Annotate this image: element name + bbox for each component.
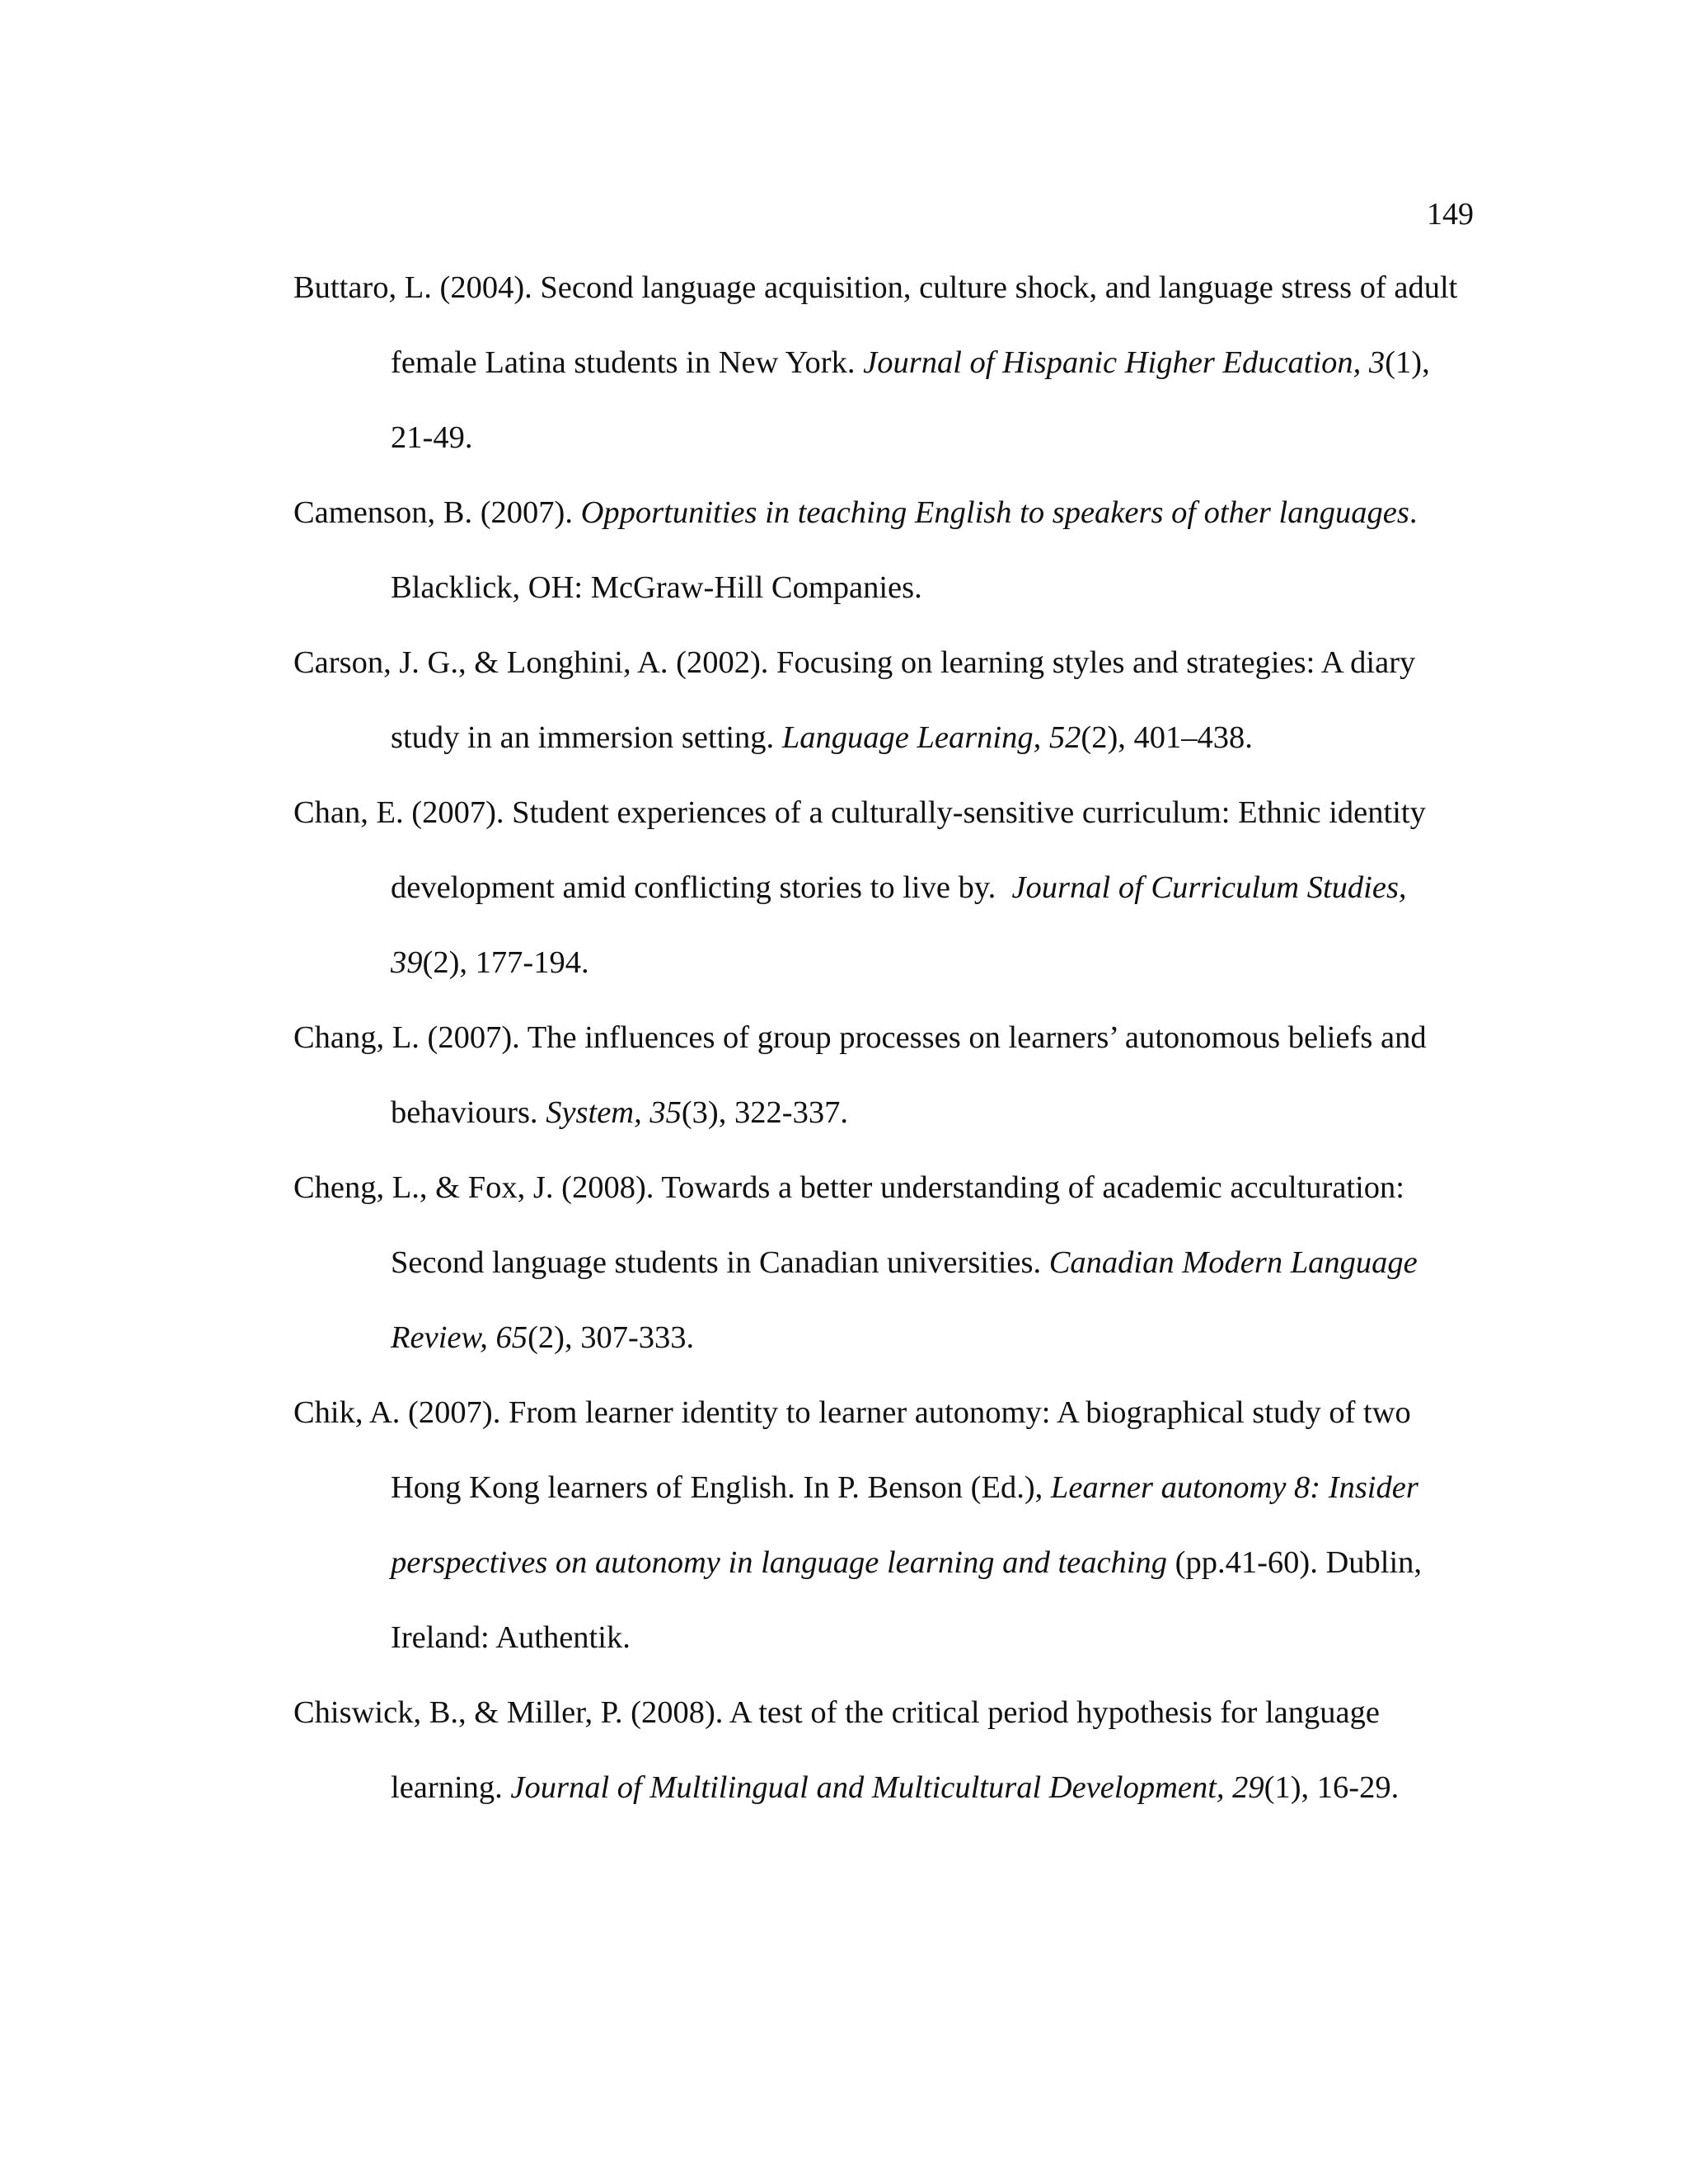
reference-entry xyxy=(293,1151,1469,1376)
reference-source-title: Learner autonomy 8: Insider perspectives on autonomy in language learning and teaching xyxy=(391,1470,1427,1580)
reference-source-title: Journal of Curriculum Studies, 39 xyxy=(391,870,1415,980)
reference-entry xyxy=(293,1675,1469,1825)
reference-text: Chiswick, B., & Miller, P. (2008). A test of the critical period hypothesis for language learning. xyxy=(293,1695,1388,1805)
reference-entry xyxy=(293,1001,1469,1151)
reference-text: (3), 322-337. xyxy=(681,1095,848,1130)
reference-text: (2), 307-333. xyxy=(528,1320,695,1355)
reference-text: (2), 401–438. xyxy=(1081,720,1253,755)
reference-source-title: Canadian Modern Language Review, 65 xyxy=(391,1245,1426,1355)
reference-text: (pp.41-60). Dublin, Ireland: Authentik. xyxy=(391,1545,1430,1655)
reference-source-title: Opportunities in teaching English to speakers of other languages xyxy=(580,495,1409,530)
reference-text: (1), 16-29. xyxy=(1264,1770,1400,1805)
reference-source-title: Journal of Multilingual and Multicultural Development, 29 xyxy=(510,1770,1264,1805)
reference-text: Chik, A. (2007). From learner identity to learner autonomy: A biographical study of two Hong Kong learners of English. In P. Benson (Ed.), xyxy=(293,1395,1419,1505)
reference-text: Buttaro, L. (2004). Second language acquisition, culture shock, and language stress of adult female Latina students in New York. xyxy=(293,270,1465,380)
reference-list xyxy=(293,251,1469,1825)
reference-text: (1), 21-49. xyxy=(391,345,1438,455)
reference-source-title: Journal of Hispanic Higher Education, 3 xyxy=(863,345,1386,380)
reference-text: Chang, L. (2007). The influences of group processes on learners’ autonomous beliefs and behaviours. xyxy=(293,1020,1435,1130)
reference-entry xyxy=(293,776,1469,1001)
reference-text: . Blacklick, OH: McGraw-Hill Companies. xyxy=(391,495,1426,605)
reference-entry xyxy=(293,251,1469,476)
page-number: 149 xyxy=(1427,197,1474,232)
reference-entry xyxy=(293,626,1469,776)
reference-text: Cheng, L., & Fox, J. (2008). Towards a better understanding of academic acculturation: Second language students in Canadian universities. xyxy=(293,1170,1413,1280)
reference-source-title: System, 35 xyxy=(546,1095,682,1130)
reference-text: Camenson, B. (2007). xyxy=(293,495,581,530)
reference-entry xyxy=(293,476,1469,626)
reference-text: Chan, E. (2007). Student experiences of a culturally-sensitive curriculum: Ethnic identity development amid conflicting stories to live by. xyxy=(293,795,1434,905)
reference-source-title: Language Learning, 52 xyxy=(781,720,1081,755)
reference-entry xyxy=(293,1376,1469,1675)
reference-text: Carson, J. G., & Longhini, A. (2002). Focusing on learning styles and strategies: A diary study in an immersion setting. xyxy=(293,645,1423,755)
reference-text: (2), 177-194. xyxy=(422,945,589,980)
